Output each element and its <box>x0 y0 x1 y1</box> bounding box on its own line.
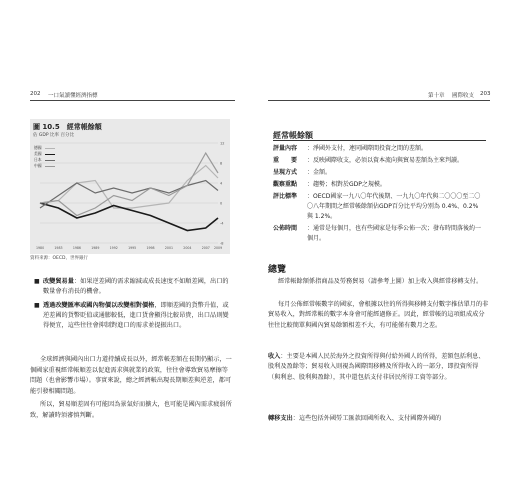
header-rule <box>268 100 490 101</box>
paragraph-text: 經常帳餘額係指商品及勞務貿易（請參考上圖）加上收入與經常移轉支付。 <box>278 278 483 285</box>
legend-label: 美國 <box>34 151 42 156</box>
definition-term: 評比標準 <box>273 193 298 200</box>
figure-title: 圖 10.5 經常帳餘額 <box>33 123 102 131</box>
definition-value: ：通常是每個月，也有些國家是每季公佈一次；發布時間落後約一個月。 <box>307 225 482 242</box>
x-tick-label: 1983 <box>54 246 63 250</box>
bullet-icon: ■ <box>34 278 40 285</box>
legend-item <box>34 163 55 169</box>
bullet-list <box>34 277 234 335</box>
paragraph-text: ：這些包括外國勞工匯款回國所收入、支付國際外國的 <box>292 415 442 422</box>
definition-value: ：反映國際收支，必須以資本流向與貿易差額為主來判讀。 <box>307 157 464 164</box>
definition-row <box>273 156 486 166</box>
box-title: 經常帳餘額 <box>273 131 313 140</box>
legend-swatch <box>45 148 55 149</box>
x-tick-label: 1986 <box>72 246 81 250</box>
legend-swatch <box>45 160 55 161</box>
chapter-label: 第十章 <box>428 93 445 99</box>
definition-row <box>273 168 486 178</box>
body-paragraph: 所以，貿易順差固有可能因為景氣好而擴大，也可能是國內需求疲弱所致，解讀時須審慎判斷。 <box>30 401 232 419</box>
paragraph-text: ：主要是本國人民於海外之投資所得與付給外國人的所得，差額包括利息、股利及盈餘等；貿易收入則視為國際間移轉及所得收入的一部分，即投資所得（與利息、股利與盈餘），其中還包括支付非居民所得工資等部分。 <box>268 353 485 381</box>
series-line <box>40 166 218 209</box>
legend-label: 日本 <box>34 157 42 162</box>
body-paragraph <box>268 277 490 287</box>
x-tick-label: 1980 <box>36 246 45 250</box>
x-tick-label: 2007 <box>201 246 210 250</box>
y-tick-label: -4 <box>220 221 224 226</box>
x-tick-label: 1998 <box>146 246 155 250</box>
legend-label: 中國 <box>34 163 42 168</box>
y-tick-label: 12 <box>220 141 225 146</box>
legend-swatch <box>45 154 55 155</box>
definition-term: 重 要 <box>273 157 298 164</box>
definition-value: ：趨勢；相對於GDP之規模。 <box>307 181 386 188</box>
x-tick-label: 1992 <box>109 246 118 250</box>
running-title: 一口氣讀懂經濟指標 <box>48 93 98 99</box>
section-title: 總覽 <box>268 265 287 275</box>
body-paragraph <box>268 414 490 424</box>
paragraph-keyword: 轉移支出 <box>268 415 293 422</box>
body-paragraph <box>268 352 490 383</box>
definition-term: 評量內容 <box>273 145 298 152</box>
line-chart <box>30 119 230 254</box>
bullet-item <box>34 301 234 331</box>
body-paragraph <box>268 300 490 331</box>
definition-row <box>273 192 486 222</box>
bullet-keyword: 透過改變匯率或國內物價以改變相對價格 <box>43 302 155 309</box>
y-tick-label: 8 <box>220 161 223 166</box>
bullet-text: ：如果逆差國的需求縮減或成長速度不如順差國，出口的數量會有消長的機會。 <box>43 278 229 295</box>
page-number: 203 <box>480 91 491 97</box>
bullet-icon: ■ <box>34 302 40 309</box>
definition-term: 觀察重點 <box>273 181 298 188</box>
figure-box <box>30 119 230 254</box>
x-tick-label: 2001 <box>164 246 174 250</box>
legend-swatch <box>45 166 55 167</box>
bullet-item <box>34 277 234 297</box>
body-paragraph: 全球經濟與國內出口力道持續成長以外，經常帳差額在長期仍顯示，一個國家重視經常帳順差以促進需求與就業的政策，往往會導致貿易摩擦等問題（也會影響市場）。事實來說，總之經濟帳出現長期順差與逆差，都可能引發相關問題。 <box>30 356 232 395</box>
figure-subtitle: 佔 GDP 比率 百分比 <box>33 133 74 138</box>
y-tick-label: 0 <box>220 201 223 206</box>
page-number: 202 <box>30 91 41 97</box>
definition-term: 呈現方式 <box>273 169 298 176</box>
x-tick-label: 1989 <box>91 246 100 250</box>
y-tick-label: 4 <box>220 181 223 186</box>
definition-value: ：金額。 <box>307 169 332 176</box>
series-line <box>40 181 218 209</box>
right-page <box>260 0 520 500</box>
paragraph-keyword: 收入 <box>268 353 281 360</box>
chapter-title: 國際收支 <box>452 93 475 99</box>
definition-value: ：淨國外支付，連同國際間投資之間的差額。 <box>307 145 428 152</box>
box-rule <box>273 140 486 141</box>
definition-value: ：OECD國家一九八〇年代後期、一九九〇年代與二〇〇〇至二〇〇八年期間之經常帳餘額佔GDP百分比平均分別為 0.4%、0.2% 與 1.2%。 <box>307 193 481 220</box>
definition-term: 公佈時間 <box>273 225 298 232</box>
definition-row <box>273 224 486 244</box>
definition-row <box>273 144 486 154</box>
figure-source: 資料來源：OECD、世界銀行 <box>30 256 88 261</box>
x-tick-label: 2004 <box>183 246 192 250</box>
x-tick-label: 1995 <box>128 246 137 250</box>
definition-row <box>273 180 486 190</box>
header-rule <box>30 100 235 101</box>
chart-legend <box>34 145 55 169</box>
legend-label: 德國 <box>34 145 42 150</box>
y-tick-label: -8 <box>220 241 224 246</box>
definition-list <box>273 144 486 246</box>
bullet-keyword: 改變貿易量 <box>43 278 74 285</box>
bullet-text: ，即順差國的貨幣升值，或逆差國的貨幣貶值或通膨較低，進口貨會顯得比較昂貴，出口品則變得便宜，這些往往會抑制對進口的需求並提振出口。 <box>43 302 229 329</box>
x-tick-label: 2009 <box>214 246 223 250</box>
paragraph-text: 每月公佈經常帳數字的國家，會根據以往的所得與移轉支付數字推估單月的非貿易收入，對經常帳的數字本身會可能經過修正。因此，經常帳的這項組成成分往往比較簡單與國內貿易餘額相差不大，有可能僅有數月之差。 <box>268 301 489 329</box>
